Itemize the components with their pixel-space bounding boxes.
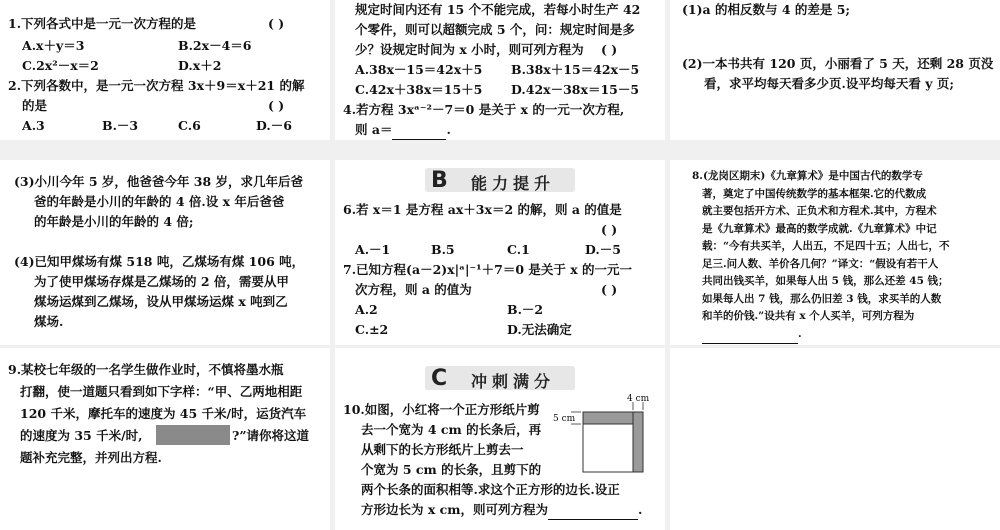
q10-answer-blank[interactable] — [548, 505, 638, 520]
q3-line3: 少？设规定时间为 x 小时，则可列方程为 — [355, 42, 584, 57]
q1-stem: 1.下列各式中是一元一次方程的是 — [8, 16, 197, 31]
q6-stem: 6.若 x＝1 是方程 ax＋3x＝2 的解，则 a 的值是 — [343, 202, 622, 217]
q7-answer-paren: ( ) — [601, 282, 618, 297]
panel-basic-practice-top — [0, 0, 330, 140]
q8-line: 足三.问人数、羊价各几何？”译文：“假设有若干人 — [702, 257, 939, 270]
q2-stem-line1: 2.下列各数中，是一元一次方程 3x＋9＝x＋21 的解 — [8, 78, 305, 93]
q1-option-a: A.x＋y＝3 — [22, 38, 85, 53]
sub4-line3: 煤场运煤到乙煤场，设从甲煤场运煤 x 吨到乙 — [34, 294, 288, 309]
q8-answer-blank[interactable] — [702, 331, 798, 344]
panel-equation-setup-1 — [670, 0, 1000, 140]
q2-option-d: D.－6 — [256, 118, 292, 133]
q7-stem-line1: 7.已知方程(a－2)x|ᵃ|⁻¹＋7＝0 是关于 x 的一元一 — [343, 262, 633, 277]
label-5cm: 5 cm — [553, 414, 576, 424]
q3-option-b: B.38x＋15＝42x－5 — [511, 62, 640, 77]
q1-option-b: B.2x－4＝6 — [178, 38, 252, 53]
panel-section-c — [335, 348, 665, 530]
q10-line3: 从剩下的长方形纸片上剪去一 — [361, 442, 524, 457]
q9-line1: 9.某校七年级的一名学生做作业时，不慎将墨水瓶 — [8, 362, 284, 377]
label-4cm: 4 cm — [627, 394, 650, 404]
q8-line: 著，奠定了中国传统数学的基本框架.它的代数成 — [702, 187, 927, 200]
q10-line6-text: 方形边长为 x cm，则可列方程为 — [361, 502, 548, 517]
ink-stain-block — [156, 425, 230, 445]
q8-line: 和羊的价钱.”设共有 x 个人买羊，可列方程为 — [702, 310, 915, 322]
panel-q8-jiuzhang — [670, 160, 1000, 345]
q2-option-c: C.6 — [178, 118, 201, 133]
sub2-line1: (2)一本书共有 120 页，小丽看了 5 天，还剩 28 页没 — [682, 56, 994, 71]
sub1-line: (1)a 的相反数与 4 的差是 5; — [682, 2, 851, 17]
q6-option-d: D.－5 — [585, 242, 621, 257]
q4-line2-text: 则 a＝ — [355, 122, 393, 137]
q9-line4-prefix: 的速度为 35 千米/时, — [20, 428, 143, 443]
square-figure-svg — [561, 398, 657, 478]
q2-answer-paren: ( ) — [268, 98, 285, 113]
q1-option-d: D.x＋2 — [178, 58, 222, 73]
q2-stem-line2: 的是 — [22, 98, 48, 113]
q10-line1: 10.如图，小红将一个正方形纸片剪 — [343, 402, 540, 417]
sub3-line2: 爸的年龄是小川的年龄的 4 倍.设 x 年后爸爸 — [34, 194, 285, 209]
q1-answer-paren: ( ) — [268, 16, 285, 31]
q6-option-c: C.1 — [507, 242, 530, 257]
q4-line2: 则 a＝ . — [355, 120, 451, 140]
q8-line: 载：“今有共买羊，人出五，不足四十五；人出七，不 — [702, 240, 950, 252]
q10-line2: 去一个宽为 4 cm 的长条后，再 — [361, 422, 542, 437]
q7-option-c: C.±2 — [355, 322, 389, 337]
q1-option-c: C.2x²－x＝2 — [22, 58, 99, 73]
sub3-line1: (3)小川今年 5 岁，他爸爸今年 38 岁，求几年后爸 — [14, 174, 304, 189]
panel-q3-q4 — [335, 0, 665, 140]
section-b-letter: B — [431, 168, 448, 193]
q8-line: 是《九章算术》最高的数学成就.《九章算术》中记 — [702, 222, 937, 235]
sub4-line2: 为了使甲煤场存煤是乙煤场的 2 倍，需要从甲 — [34, 274, 289, 289]
q3-line1: 规定时间内还有 15 个不能完成，若每小时生产 42 — [355, 2, 641, 17]
q10-line6: 方形边长为 x cm，则可列方程为 . — [361, 500, 642, 520]
q8-line: 就主要包括开方术、正负术和方程术.其中，方程术 — [702, 205, 937, 217]
q8-answer-line: . — [702, 326, 802, 344]
q9-line2: 打翻，使一道题只看到如下字样：“甲、乙两地相距 — [20, 384, 303, 399]
q3-answer-paren: ( ) — [601, 42, 618, 57]
q9-line5: 题补充完整，并列出方程. — [20, 450, 162, 465]
q2-option-b: B.－3 — [102, 118, 139, 133]
q3-option-d: D.42x－38x＝15－5 — [511, 82, 640, 97]
q7-option-d: D.无法确定 — [507, 322, 572, 337]
q2-option-a: A.3 — [22, 118, 45, 133]
q8-line: 如果每人出 7 钱，那么仍旧差 3 钱，求买羊的人数 — [702, 292, 942, 305]
q9-line3: 120 千米，摩托车的速度为 45 千米/时，运货汽车 — [20, 406, 307, 421]
panel-section-b — [335, 160, 665, 345]
q8-line: 8.(龙岗区期末)《九章算术》是中国古代的数学专 — [692, 170, 923, 182]
q4-answer-blank[interactable] — [392, 125, 446, 140]
panel-equation-setup-2 — [0, 160, 330, 345]
sub3-line3: 的年龄是小川的年龄的 4 倍; — [34, 214, 194, 229]
section-c-letter: C — [431, 366, 448, 391]
q3-option-a: A.38x－15＝42x＋5 — [355, 62, 483, 77]
sub4-line4: 煤场. — [34, 314, 64, 329]
panel-empty — [670, 348, 1000, 530]
q3-line2: 个零件，则可以超额完成 5 个，问：规定时间是多 — [355, 22, 635, 37]
q3-option-c: C.42x＋38x＝15＋5 — [355, 82, 483, 97]
sub2-line2: 看，求平均每天看多少页.设平均每天看 y 页; — [704, 76, 954, 91]
square-figure — [553, 394, 657, 478]
q9-line4-suffix: ?”请你将这道 — [232, 428, 310, 443]
q6-option-a: A.－1 — [355, 242, 391, 257]
q6-answer-paren: ( ) — [601, 222, 618, 237]
q10-line4: 个宽为 5 cm 的长条，且剪下的 — [361, 462, 542, 477]
q7-option-a: A.2 — [355, 302, 378, 317]
section-c-title: 冲刺满分 — [471, 372, 556, 391]
q8-line: 共同出钱买羊，如果每人出 5 钱，那么还差 45 钱； — [702, 275, 949, 287]
q6-option-b: B.5 — [431, 242, 455, 257]
sub4-line1: (4)已知甲煤场有煤 518 吨，乙煤场有煤 106 吨， — [14, 254, 305, 269]
section-b-title: 能力提升 — [471, 174, 556, 193]
q10-line5: 两个长条的面积相等.求这个正方形的边长.设正 — [361, 482, 620, 497]
q7-stem-line2: 次方程，则 a 的值为 — [355, 282, 472, 297]
panel-q9-ink-spill — [0, 348, 330, 530]
q4-line1: 4.若方程 3xᵃ⁻²－7＝0 是关于 x 的一元一次方程, — [343, 102, 625, 117]
q7-option-b: B.－2 — [507, 302, 544, 317]
